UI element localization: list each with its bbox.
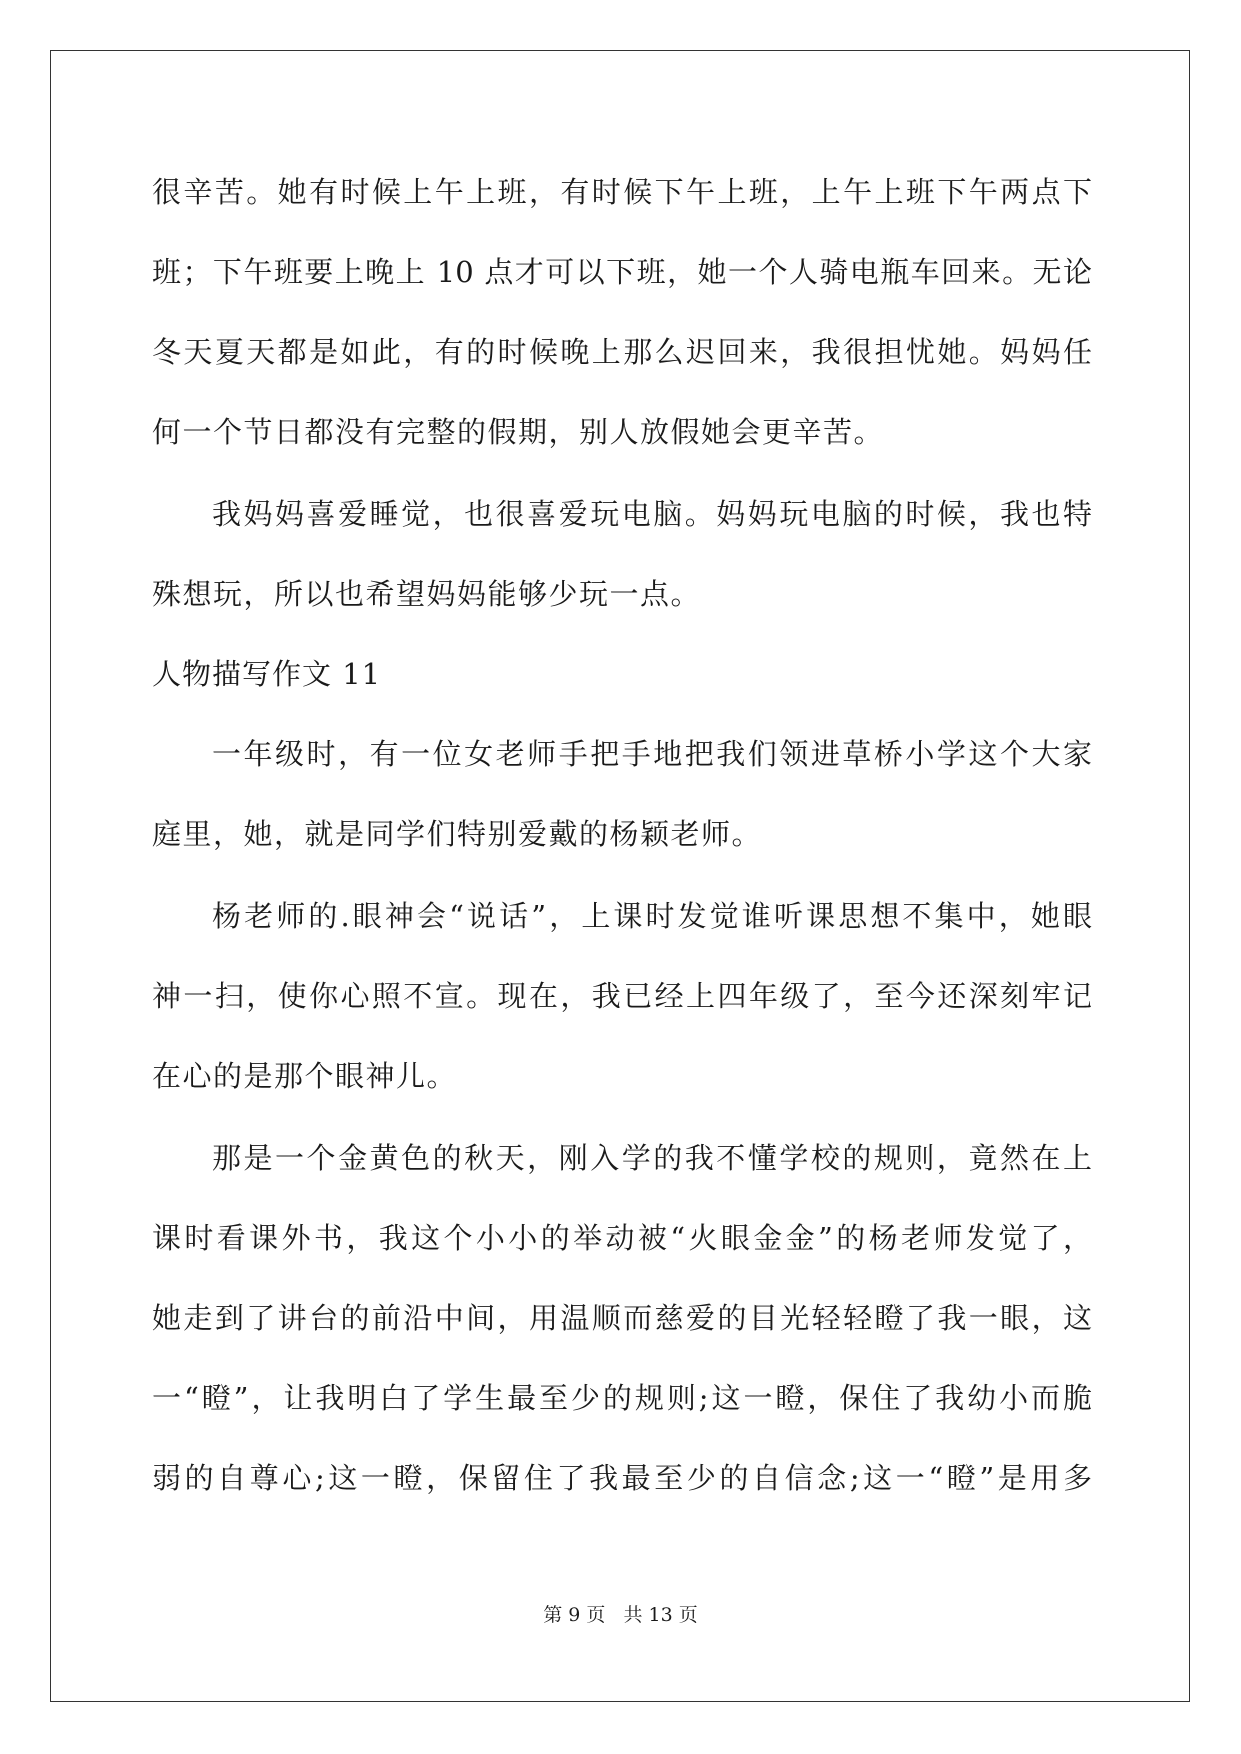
page-footer — [0, 1603, 1241, 1627]
text-line: 课时看课外书，我这个小小的举动被“火眼金金”的杨老师发觉了， — [152, 1221, 1092, 1255]
text-line: 神一扫，使你心照不宣。现在，我已经上四年级了，至今还深刻牢记 — [152, 979, 1092, 1013]
text-line: 庭里，她，就是同学们特别爱戴的杨颖老师。 — [152, 817, 763, 851]
text-line: 杨老师的.眼神会“说话”，上课时发觉谁听课思想不集中，她眼 — [212, 899, 1092, 933]
text-line: 何一个节日都没有完整的假期，别人放假她会更辛苦。 — [152, 415, 885, 449]
text-line: 冬天夏天都是如此，有的时候晚上那么迟回来，我很担忧她。妈妈任 — [152, 335, 1092, 369]
text-line: 很辛苦。她有时候上午上班，有时候下午上班，上午上班下午两点下 — [152, 175, 1092, 209]
page-total: 共 13 页 — [623, 1604, 698, 1626]
text-line: 那是一个金黄色的秋天，刚入学的我不懂学校的规则，竟然在上 — [212, 1141, 1092, 1175]
page-border — [50, 50, 1190, 1702]
text-line: 一“瞪”，让我明白了学生最至少的规则;这一瞪，保住了我幼小而脆 — [152, 1381, 1092, 1415]
text-line: 她走到了讲台的前沿中间，用温顺而慈爱的目光轻轻瞪了我一眼，这 — [152, 1301, 1092, 1335]
text-line: 班；下午班要上晚上 10 点才可以下班，她一个人骑电瓶车回来。无论 — [152, 255, 1092, 289]
text-line: 弱的自尊心;这一瞪，保留住了我最至少的自信念;这一“瞪”是用多 — [152, 1461, 1092, 1495]
text-line: 殊想玩，所以也希望妈妈能够少玩一点。 — [152, 577, 702, 611]
text-line: 一年级时，有一位女老师手把手地把我们领进草桥小学这个大家 — [212, 737, 1092, 771]
section-heading: 人物描写作文 11 — [152, 657, 382, 691]
text-line: 在心的是那个眼神儿。 — [152, 1059, 458, 1093]
page-number: 第 9 页 — [543, 1604, 606, 1626]
text-line: 我妈妈喜爱睡觉，也很喜爱玩电脑。妈妈玩电脑的时候，我也特 — [212, 497, 1092, 531]
